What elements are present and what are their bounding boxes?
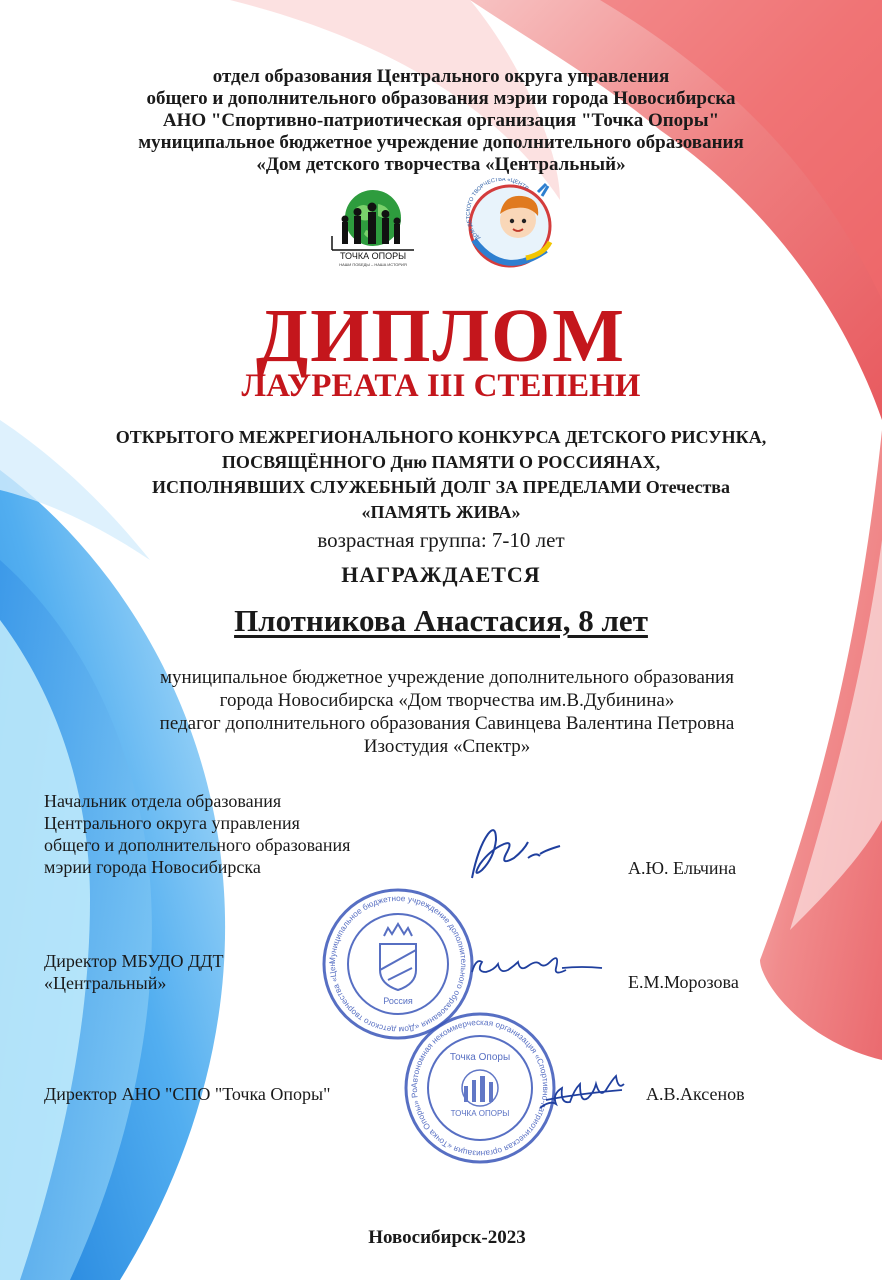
signatory-3-name: А.В.Аксенов bbox=[646, 1084, 745, 1104]
teacher-line: педагог дополнительного образования Савинцева Валентина Петровна bbox=[159, 713, 735, 734]
tochka-opory-logo bbox=[326, 186, 420, 268]
signatory-3-role-line-1: Директор АНО "СПО "Точка Опоры" bbox=[44, 1084, 331, 1104]
signatory-2-role-line-2: «Центральный» bbox=[44, 973, 167, 993]
header-line-1: отдел образования Центрального округа управления bbox=[212, 66, 670, 87]
signatory-1-role-line-4: мэрии города Новосибирска bbox=[44, 857, 261, 877]
child-face-emblem-logo bbox=[466, 178, 562, 278]
institution-line-1: муниципальное бюджетное учреждение дополнительного образования bbox=[160, 667, 734, 688]
signature-2 bbox=[466, 946, 606, 992]
signatory-1-role-line-3: общего и дополнительного образования bbox=[44, 835, 351, 855]
diploma-subtitle: ЛАУРЕАТА III СТЕПЕНИ bbox=[241, 368, 641, 404]
people-silhouettes-globe-logo bbox=[462, 1070, 498, 1106]
recipient-name: Плотникова Анастасия, 8 лет bbox=[234, 603, 648, 638]
age-group: возрастная группа: 7-10 лет bbox=[317, 528, 565, 552]
svg-text:Автономная некоммерческая орга: Автономная некоммерческая организация «Спортивно-патриотическая организация «Точка Опоры» Ро bbox=[409, 1017, 551, 1159]
institution-line-2: города Новосибирска «Дом творчества им.В.Дубинина» bbox=[219, 690, 675, 711]
svg-text:Точка Опоры: Точка Опоры bbox=[449, 1052, 511, 1063]
studio-line: Изостудия «Спектр» bbox=[363, 736, 531, 757]
footer-city-year: Новосибирск-2023 bbox=[368, 1227, 526, 1248]
signatory-1-role-line-1: Начальник отдела образования bbox=[44, 791, 282, 811]
signatory-2-name: Е.М.Морозова bbox=[628, 972, 739, 992]
signatory-1-name: А.Ю. Ельчина bbox=[628, 858, 737, 878]
people-silhouettes-globe-logo bbox=[326, 186, 420, 268]
diploma-title: ДИПЛОМ bbox=[256, 294, 626, 378]
contest-line-2: ПОСВЯЩЁННОГО Дню ПАМЯТИ О РОССИЯНАХ, bbox=[221, 452, 661, 472]
signature-3 bbox=[536, 1072, 628, 1120]
contest-name: «ПАМЯТЬ ЖИВА» bbox=[361, 502, 521, 522]
contest-line-3: ИСПОЛНЯВШИХ СЛУЖЕБНЫЙ ДОЛГ ЗА ПРЕДЕЛАМИ Отечества bbox=[151, 477, 731, 497]
svg-text:ДОМ ДЕТСКОГО ТВОРЧЕСТВА «ЦЕНТР: ДОМ ДЕТСКОГО ТВОРЧЕСТВА «ЦЕНТР bbox=[466, 178, 529, 241]
signature-1 bbox=[462, 818, 572, 888]
svg-text:Муниципальное бюджетное учрежд: Муниципальное бюджетное учреждение дополнительного образования «Дом детского творчества «Цен bbox=[327, 893, 469, 1035]
signatory-1-role-line-2: Центрального округа управления bbox=[44, 813, 300, 833]
header-line-3: АНО "Спортивно-патриотическая организация "Точка Опоры" bbox=[162, 110, 720, 131]
svg-text:ТОЧКА ОПОРЫ: ТОЧКА ОПОРЫ bbox=[450, 1109, 510, 1118]
contest-line-1: ОТКРЫТОГО МЕЖРЕГИОНАЛЬНОГО КОНКУРСА ДЕТСКОГО РИСУНКА, bbox=[115, 427, 767, 447]
signatory-2-role-line-1: Директор МБУДО ДДТ bbox=[44, 951, 224, 971]
awarded-label: НАГРАЖДАЕТСЯ bbox=[341, 562, 541, 587]
header-line-4: муниципальное бюджетное учреждение дополнительного образования bbox=[138, 132, 744, 153]
header-line-5: «Дом детского творчества «Центральный» bbox=[256, 154, 626, 175]
header-line-2: общего и дополнительного образования мэрии города Новосибирска bbox=[146, 88, 736, 109]
ddt-centralny-logo bbox=[466, 178, 562, 278]
svg-text:Россия: Россия bbox=[383, 996, 413, 1006]
svg-text:НАШИ ПОБЕДЫ – НАША ИСТОРИЯ: НАШИ ПОБЕДЫ – НАША ИСТОРИЯ bbox=[339, 262, 407, 267]
city-coat-of-arms-icon bbox=[380, 924, 416, 990]
svg-text:ТОЧКА ОПОРЫ: ТОЧКА ОПОРЫ bbox=[339, 251, 407, 261]
